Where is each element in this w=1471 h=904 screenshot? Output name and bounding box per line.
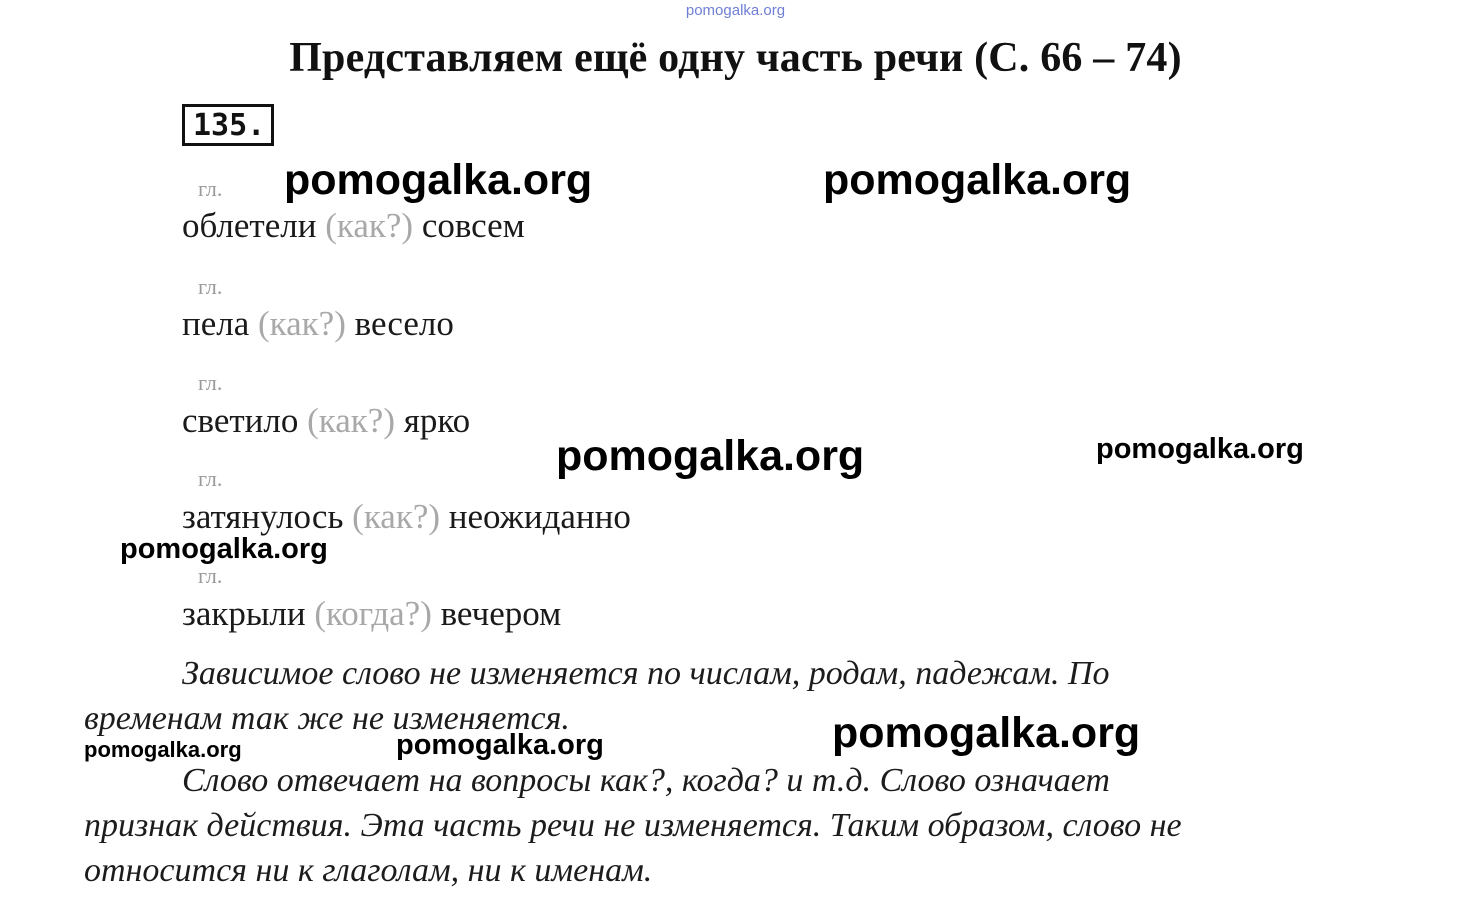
dependent-word: ярко	[403, 401, 471, 440]
watermark: pomogalka.org	[396, 729, 604, 761]
verb-marker: гл.	[198, 563, 223, 588]
dependent-word: весело	[354, 304, 454, 343]
verb: облетели	[182, 206, 317, 245]
watermark: pomogalka.org	[120, 533, 328, 565]
verb-marker: гл.	[198, 176, 223, 201]
word-pair	[182, 401, 470, 441]
explanation-line: Слово отвечает на вопросы как?, когда? и т.д. Слово означает	[182, 762, 1110, 799]
question: (как?)	[352, 497, 441, 536]
word-pair	[182, 304, 454, 344]
explanation-line: относится ни к глаголам, ни к именам.	[84, 852, 653, 889]
verb: затянулось	[182, 497, 344, 536]
explanation-line: Зависимое слово не изменяется по числам, родам, падежам. По	[182, 655, 1110, 692]
watermark: pomogalka.org	[832, 709, 1141, 757]
watermark: pomogalka.org	[823, 156, 1132, 204]
question: (как?)	[307, 401, 395, 440]
page-title: Представляем ещё одну часть речи (С. 66 – 74)	[289, 35, 1182, 81]
question: (как?)	[258, 304, 346, 343]
watermark: pomogalka.org	[1096, 433, 1304, 465]
dependent-word: неожиданно	[448, 497, 631, 536]
verb-marker: гл.	[198, 466, 223, 491]
dependent-word: совсем	[421, 206, 525, 245]
word-pair	[182, 497, 631, 537]
verb-marker: гл.	[198, 274, 223, 299]
dependent-word: вечером	[440, 594, 562, 633]
watermark: pomogalka.org	[284, 156, 593, 204]
word-pair	[182, 206, 525, 246]
question: (когда?)	[314, 594, 432, 633]
watermark: pomogalka.org	[556, 432, 865, 480]
explanation-line: признак действия. Эта часть речи не изменяется. Таким образом, слово не	[84, 807, 1182, 844]
top-watermark: pomogalka.org	[685, 2, 786, 19]
verb-marker: гл.	[198, 370, 223, 395]
exercise-number: 135.	[182, 104, 274, 146]
question: (как?)	[325, 206, 414, 245]
verb: пела	[182, 304, 250, 343]
verb: светило	[182, 401, 299, 440]
watermark: pomogalka.org	[84, 737, 242, 762]
word-pair	[182, 594, 561, 634]
verb: закрыли	[182, 594, 306, 633]
explanation-line: временам так же не изменяется.	[84, 700, 570, 737]
